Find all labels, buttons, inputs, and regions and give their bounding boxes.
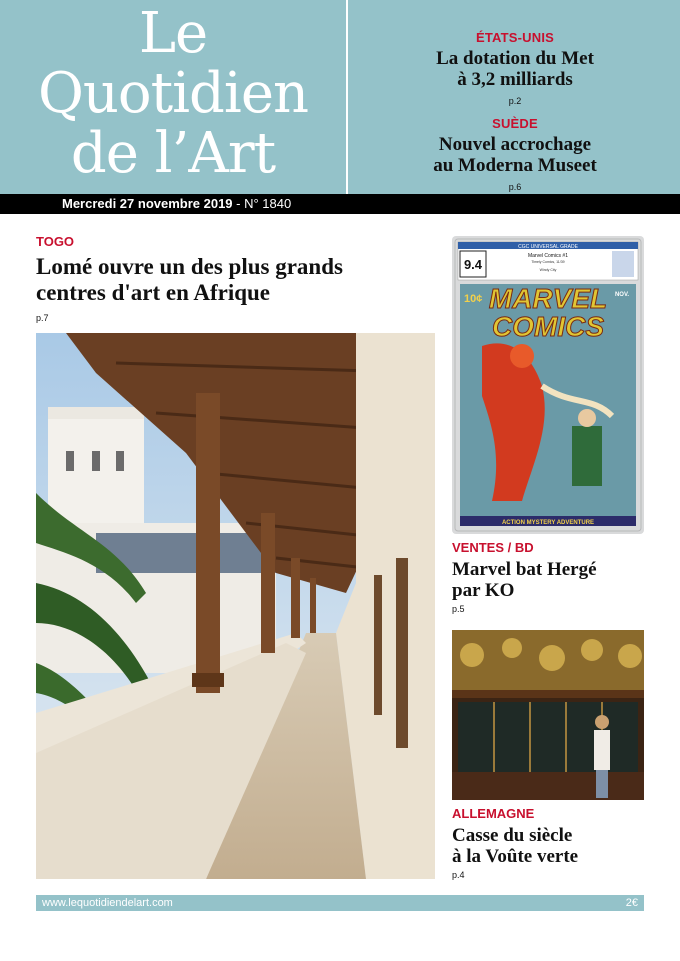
issue-price: 2€	[625, 897, 638, 909]
slab-label-title: Marvel Comics #1	[527, 253, 569, 259]
cover-price: 10¢	[464, 293, 483, 305]
main-kicker: TOGO	[36, 234, 75, 249]
teaser-met[interactable]	[350, 30, 680, 106]
side-page-ref: p.4	[452, 870, 465, 880]
teaser-kicker: ÉTATS-UNIS	[475, 30, 555, 45]
main-photo-colonnade[interactable]	[36, 333, 435, 879]
footer-bar	[36, 895, 644, 911]
teaser-headline	[350, 134, 680, 176]
slab-label-sub: Timely Comics, 11/39	[531, 260, 565, 264]
issue-date: Mercredi 27 novembre 2019	[62, 196, 233, 211]
side-page-ref: p.5	[452, 604, 465, 614]
colonnade-illustration	[36, 333, 435, 879]
headline-line: Marvel bat Hergé	[452, 559, 597, 580]
side-headline-marvel[interactable]	[452, 559, 652, 601]
side-headline-vault[interactable]	[452, 825, 652, 867]
headline-line: à 3,2 milliards	[457, 69, 573, 90]
logo-line: Le	[138, 1, 208, 66]
side-kicker-allemagne: ALLEMAGNE	[452, 806, 535, 821]
teaser-headline	[350, 48, 680, 90]
issue-number: - N° 1840	[232, 196, 292, 211]
teaser-page: p.6	[508, 182, 522, 192]
logo-line: Quotidien	[37, 61, 309, 126]
main-page-ref: p.7	[36, 313, 49, 323]
slab-label-sub2: Windy City	[539, 268, 557, 272]
comic-cover-photo[interactable]	[452, 236, 644, 534]
slab-label-top: CGC UNIVERSAL GRADE	[518, 244, 578, 250]
teaser-kicker: SUÈDE	[492, 116, 538, 131]
headline-line: La dotation du Met	[436, 48, 594, 69]
newspaper-logo[interactable]	[0, 1, 346, 186]
headline-line: au Moderna Museet	[433, 155, 597, 176]
cgc-grade: 9.4	[463, 257, 483, 272]
green-vault-photo[interactable]	[452, 630, 644, 800]
masthead	[0, 0, 680, 194]
teaser-moderna[interactable]	[350, 116, 680, 192]
masthead-divider	[346, 0, 348, 194]
logo-line: de l’Art	[70, 121, 276, 186]
cover-month: NOV.	[614, 292, 630, 298]
headline-line: Lomé ouvre un des plus grands	[36, 254, 343, 279]
marvel-comics-slab	[452, 236, 644, 534]
side-kicker-ventes: VENTES / BD	[452, 540, 534, 555]
headline-line: Nouvel accrochage	[438, 134, 592, 155]
vault-illustration	[452, 630, 644, 800]
headline-line: centres d'art en Afrique	[36, 280, 271, 305]
teaser-page: p.2	[508, 96, 522, 106]
main-headline[interactable]	[36, 254, 426, 306]
cover-title-comics: COMICS	[492, 311, 604, 342]
cover-bottom-banner: ACTION MYSTERY ADVENTURE	[501, 520, 595, 526]
headline-line: Casse du siècle	[452, 825, 573, 846]
headline-line: à la Voûte verte	[452, 846, 579, 867]
headline-line: par KO	[452, 580, 515, 601]
cover-title-marvel: MARVEL	[488, 283, 608, 314]
date-bar	[0, 194, 680, 214]
website-link[interactable]: www.lequotidiendelart.com	[42, 897, 173, 909]
